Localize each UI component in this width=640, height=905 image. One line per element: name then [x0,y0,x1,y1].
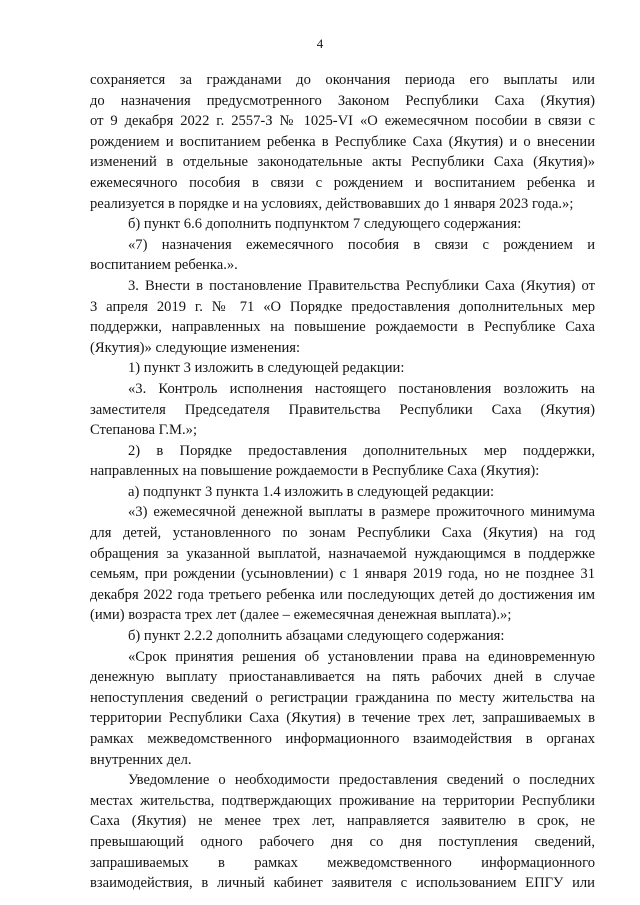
text-line: а) подпункт 3 пункта 1.4 изложить в следующей редакции: [128,483,495,500]
text-line: изменений в отдельные законодательные акты Республики Саха (Якутия)» [90,154,595,171]
text-line: декабря 2022 года третьего ребенка или последующих детей до достижения им [90,586,595,603]
text-line: «7) назначения ежемесячного пособия в связи с рождением и [128,236,595,253]
text-line: «3) ежемесячной денежной выплаты в размере прожиточного минимума [128,504,595,521]
text-line: непоступления сведений о регистрации гражданина по месту жительства на [90,689,595,706]
text-line: от 9 декабря 2022 г. 2557-З № 1025-VI «О ежемесячном пособии в связи с [90,113,595,130]
text-line: запрашиваемых в рамках межведомственного информационного [90,854,595,871]
text-line: «3. Контроль исполнения настоящего постановления возложить на [128,380,595,397]
text-line: рамках межведомственного информационного взаимодействия в органах [90,731,595,747]
text-line: Саха (Якутия) не менее трех лет, направляется заявителю в срок, не [90,813,595,830]
text-line: рождением и воспитанием ребенка в Республике Саха (Якутия) и о внесении [90,133,595,150]
text-line: 2) в Порядке предоставления дополнительных мер поддержки, [128,442,595,459]
text-line: «Срок принятия решения об установлении права на единовременную [128,648,595,665]
text-line: (ими) возраста трех лет (далее – ежемесячная денежная выплата).»; [90,607,512,624]
text-line: внутренних дел. [90,751,192,768]
text-line: направленных на повышение рождаемости в Республике Саха (Якутия): [90,463,540,480]
text-line: превышающий одного рабочего дня со дня поступления сведений, [90,833,595,850]
text-line: Степанова Г.М.»; [90,422,198,439]
text-line: реализуется в порядке и на условиях, действовавших до 1 января 2023 года.»; [90,195,574,212]
text-line: семьям, при рождении (усыновлении) с 1 января 2019 года, но не позднее 31 [90,566,595,583]
text-line: территории Республики Саха (Якутия) в течение трех лет, запрашиваемых в [90,710,595,727]
text-line: 1) пункт 3 изложить в следующей редакции: [128,360,405,377]
text-line: денежную выплату приостанавливается на пять рабочих дней в случае [90,669,595,686]
text-line: воспитанием ребенка.». [90,257,238,274]
text-line: 3. Внести в постановление Правительства Республики Саха (Якутия) от [128,277,595,294]
text-line: Уведомление о необходимости предоставления сведений о последних [128,772,595,789]
text-line: взаимодействия, в личный кабинет заявителя с использованием ЕПГУ или [90,875,595,892]
text-line: заместителя Председателя Правительства Республики Саха (Якутия) [90,401,595,418]
document-body-text [90,70,595,894]
text-line: местах жительства, подтверждающих проживание на территории Республики [90,792,595,809]
text-line: ежемесячного пособия в связи с рождением и воспитанием ребенка и [90,174,595,191]
text-line: сохраняется за гражданами до окончания периода его выплаты или [90,72,595,88]
text-line: поддержки, направленных на повышение рождаемости в Республике Саха [90,319,595,336]
text-line: б) пункт 2.2.2 дополнить абзацами следующего содержания: [128,628,505,645]
text-line: б) пункт 6.6 дополнить подпунктом 7 следующего содержания: [128,216,522,233]
text-line: до назначения предусмотренного Законом Республики Саха (Якутия) [90,92,595,109]
page-number: 4 [316,36,324,51]
text-line: для детей, установленного по зонам Республики Саха (Якутия) на год [90,525,595,542]
text-line: (Якутия)» следующие изменения: [90,339,301,356]
text-line: обращения за указанной выплатой, назначаемой нуждающимся в поддержке [90,545,595,562]
text-line: 3 апреля 2019 г. № 71 «О Порядке предоставления дополнительных мер [90,298,595,315]
